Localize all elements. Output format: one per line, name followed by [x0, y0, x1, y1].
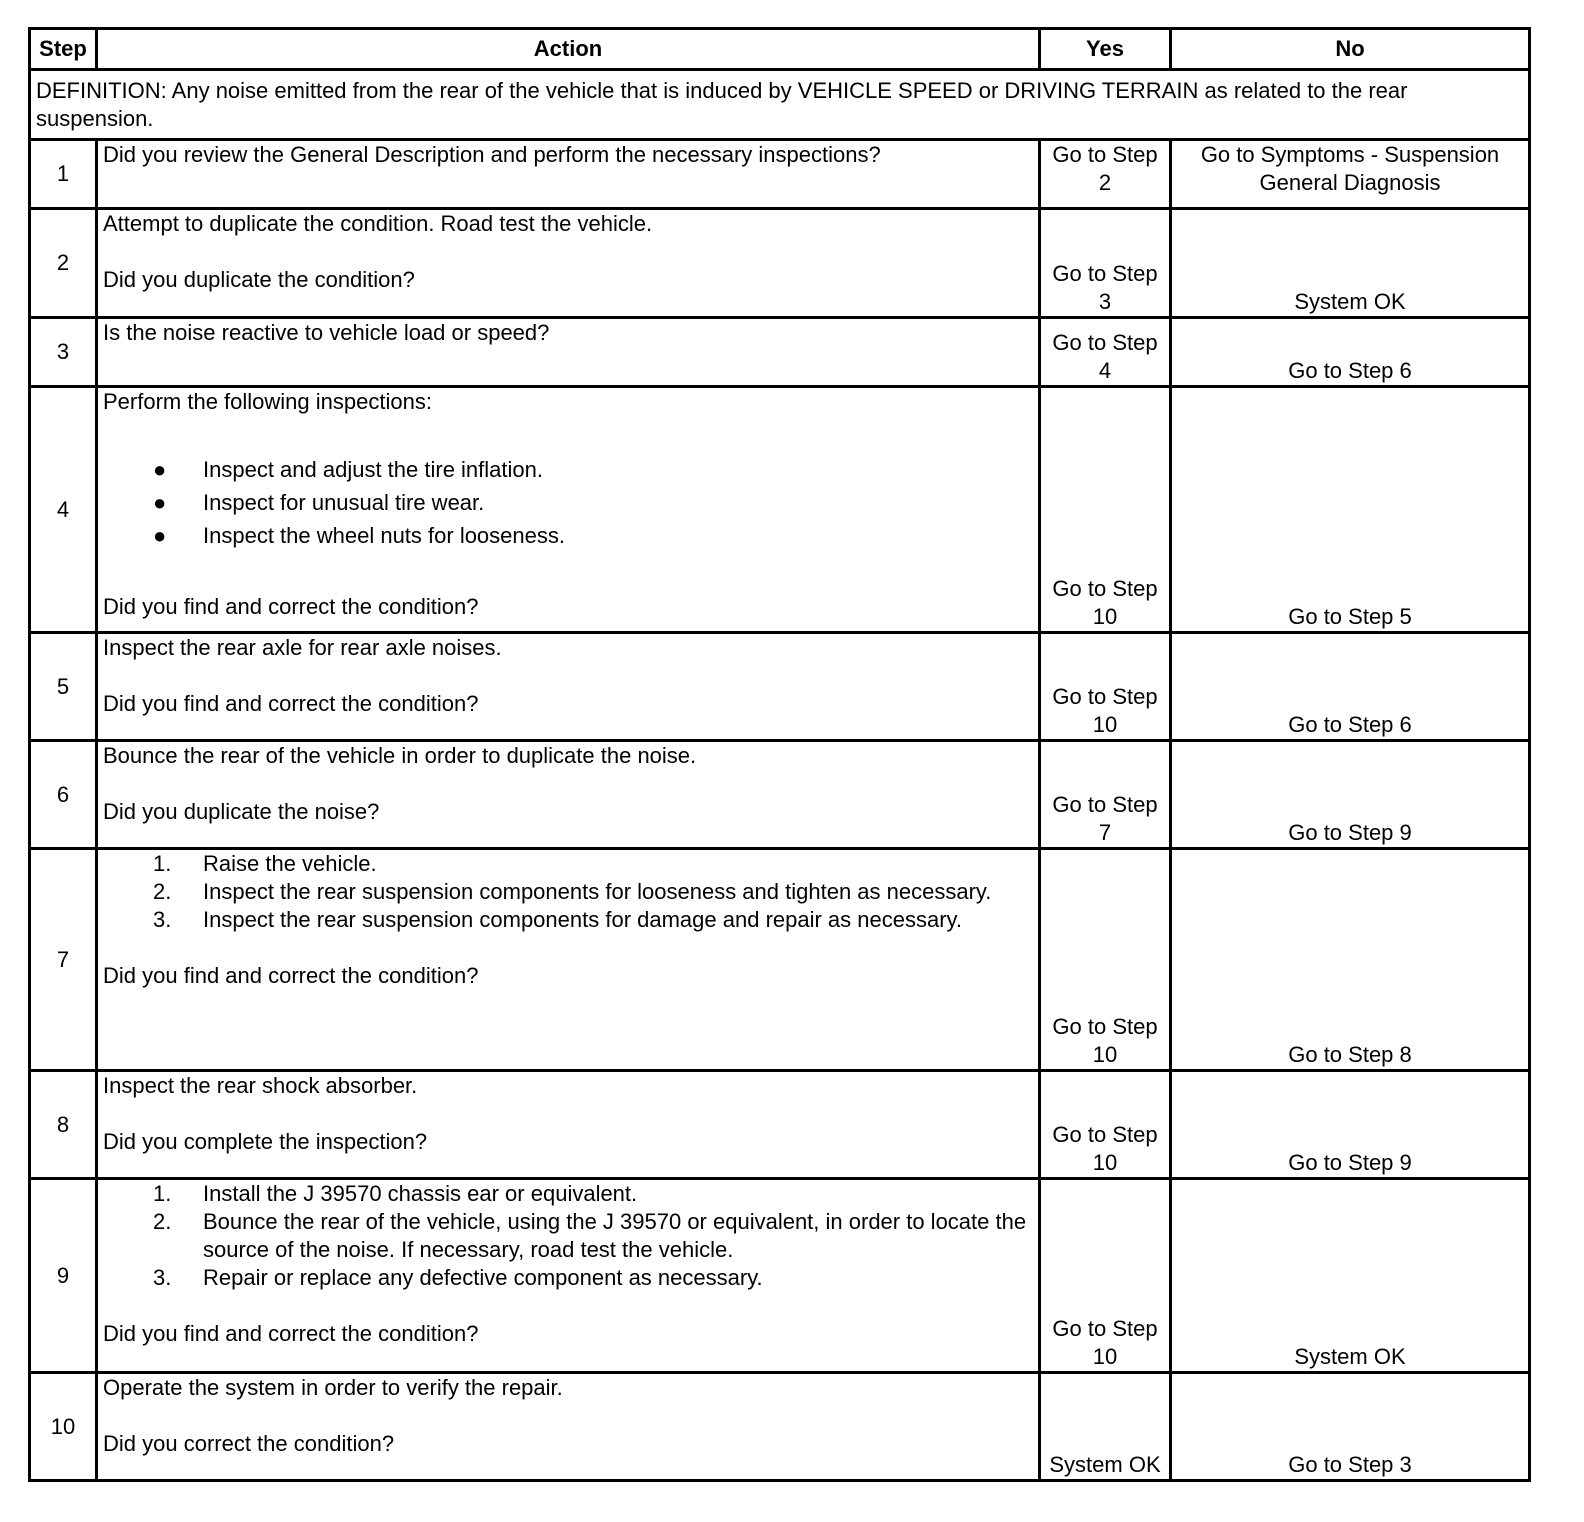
list-item [103, 1180, 1033, 1208]
action-cell [97, 1373, 1040, 1481]
step-number: 4 [30, 387, 97, 633]
spacer [103, 238, 1033, 266]
spacer [103, 565, 1033, 593]
definition-row [30, 70, 1530, 140]
yes-cell: Go to Step 10 [1040, 387, 1171, 633]
step-number: 1 [30, 140, 97, 209]
yes-cell: Go to Step 3 [1040, 209, 1171, 318]
bullet-icon: ● [153, 457, 167, 482]
table-row [30, 849, 1530, 1071]
action-text: Operate the system in order to verify the repair. [103, 1375, 563, 1400]
action-cell [97, 387, 1040, 633]
table-row [30, 1179, 1530, 1373]
list-item [103, 850, 1033, 878]
table-row [30, 1373, 1530, 1481]
no-cell: Go to Step 9 [1171, 741, 1530, 849]
list-item-number: 3. [153, 907, 172, 932]
question-text: Did you complete the inspection? [103, 1129, 428, 1154]
list-item-number: 3. [153, 1265, 172, 1290]
list-item-text: Inspect and adjust the tire inflation. [203, 457, 543, 482]
action-text: Bounce the rear of the vehicle in order to duplicate the noise. [103, 743, 697, 768]
yes-cell: Go to Step 10 [1040, 1071, 1171, 1179]
list-item-text: Inspect the wheel nuts for looseness. [203, 523, 565, 548]
table-row [30, 741, 1530, 849]
table-row [30, 318, 1530, 387]
bullet-icon: ● [153, 490, 167, 515]
question-text: Did you find and correct the condition? [103, 691, 479, 716]
no-cell: Go to Step 3 [1171, 1373, 1530, 1481]
yes-cell: Go to Step 10 [1040, 1179, 1171, 1373]
step-number: 5 [30, 633, 97, 741]
no-cell: Go to Step 9 [1171, 1071, 1530, 1179]
list-item-number: 2. [153, 1209, 172, 1234]
list-item [103, 489, 1033, 522]
action-text: Inspect the rear axle for rear axle noises. [103, 635, 502, 660]
action-cell [97, 741, 1040, 849]
action-text: Inspect the rear shock absorber. [103, 1073, 418, 1098]
yes-cell: Go to Step 10 [1040, 849, 1171, 1071]
yes-cell: Go to Step 10 [1040, 633, 1171, 741]
diagnostic-table [28, 27, 1531, 1482]
step-number: 10 [30, 1373, 97, 1481]
yes-cell: Go to Step 4 [1040, 318, 1171, 387]
yes-cell: Go to Step 2 [1040, 140, 1171, 209]
table-row [30, 140, 1530, 209]
list-item-text: Install the J 39570 chassis ear or equivalent. [203, 1181, 638, 1206]
spacer [103, 770, 1033, 798]
step-number: 7 [30, 849, 97, 1071]
question-text: Did you duplicate the noise? [103, 799, 380, 824]
no-cell: Go to Symptoms - Suspension General Diagnosis [1171, 140, 1530, 209]
list-item-text: Inspect for unusual tire wear. [203, 490, 485, 515]
table-row [30, 387, 1530, 633]
question-text: Did you find and correct the condition? [103, 1321, 479, 1346]
step-number: 2 [30, 209, 97, 318]
no-cell: Go to Step 8 [1171, 849, 1530, 1071]
list-item-number: 1. [153, 851, 172, 876]
action-cell [97, 209, 1040, 318]
action-cell [97, 633, 1040, 741]
header-yes: Yes [1040, 29, 1171, 70]
bullet-icon: ● [153, 523, 167, 548]
numbered-list [103, 850, 1033, 934]
list-item-text: Repair or replace any defective component as necessary. [203, 1265, 763, 1290]
definition-text: DEFINITION: Any noise emitted from the rear of the vehicle that is induced by VEHICLE SPEED or DRIVING TERRAIN as related to the rear suspension. [30, 70, 1530, 140]
spacer [103, 416, 1033, 444]
no-cell: Go to Step 5 [1171, 387, 1530, 633]
step-number: 6 [30, 741, 97, 849]
no-cell: System OK [1171, 1179, 1530, 1373]
question-text: Did you correct the condition? [103, 1431, 395, 1456]
list-item-number: 2. [153, 879, 172, 904]
spacer [103, 1292, 1033, 1320]
question-text: Did you find and correct the condition? [103, 963, 479, 988]
table-row [30, 1071, 1530, 1179]
step-number: 3 [30, 318, 97, 387]
list-item-text: Inspect the rear suspension components for damage and repair as necessary. [203, 907, 963, 932]
yes-cell: Go to Step 7 [1040, 741, 1171, 849]
list-item-text: Raise the vehicle. [203, 851, 377, 876]
yes-cell: System OK [1040, 1373, 1171, 1481]
header-no: No [1171, 29, 1530, 70]
action-cell [97, 849, 1040, 1071]
spacer [103, 1100, 1033, 1128]
header-step: Step [30, 29, 97, 70]
numbered-list [103, 1180, 1033, 1292]
list-item [103, 456, 1033, 489]
step-number: 9 [30, 1179, 97, 1373]
action-cell [97, 140, 1040, 209]
question-text: Did you duplicate the condition? [103, 267, 415, 292]
step-number: 8 [30, 1071, 97, 1179]
list-item-text: Inspect the rear suspension components for looseness and tighten as necessary. [203, 879, 992, 904]
action-cell [97, 1179, 1040, 1373]
table-row [30, 209, 1530, 318]
spacer [103, 662, 1033, 690]
no-cell: Go to Step 6 [1171, 318, 1530, 387]
question-text: Did you find and correct the condition? [103, 594, 479, 619]
list-item-number: 1. [153, 1181, 172, 1206]
action-text: Did you review the General Description and perform the necessary inspections? [103, 142, 881, 167]
list-item [103, 878, 1033, 906]
list-item [103, 1208, 1033, 1264]
action-text: Is the noise reactive to vehicle load or speed? [103, 320, 550, 345]
action-text: Perform the following inspections: [103, 389, 432, 414]
list-item [103, 1264, 1033, 1292]
spacer [103, 1402, 1033, 1430]
header-row [30, 29, 1530, 70]
no-cell: System OK [1171, 209, 1530, 318]
action-cell [97, 318, 1040, 387]
list-item [103, 906, 1033, 934]
table-row [30, 633, 1530, 741]
no-cell: Go to Step 6 [1171, 633, 1530, 741]
spacer [103, 934, 1033, 962]
list-item-text: Bounce the rear of the vehicle, using the J 39570 or equivalent, in order to locate the source of the noise. If necessary, road test the vehicle. [203, 1209, 1027, 1262]
action-cell [97, 1071, 1040, 1179]
bullet-list [103, 456, 1033, 555]
action-text: Attempt to duplicate the condition. Road test the vehicle. [103, 211, 653, 236]
list-item [103, 522, 1033, 555]
header-action: Action [97, 29, 1040, 70]
